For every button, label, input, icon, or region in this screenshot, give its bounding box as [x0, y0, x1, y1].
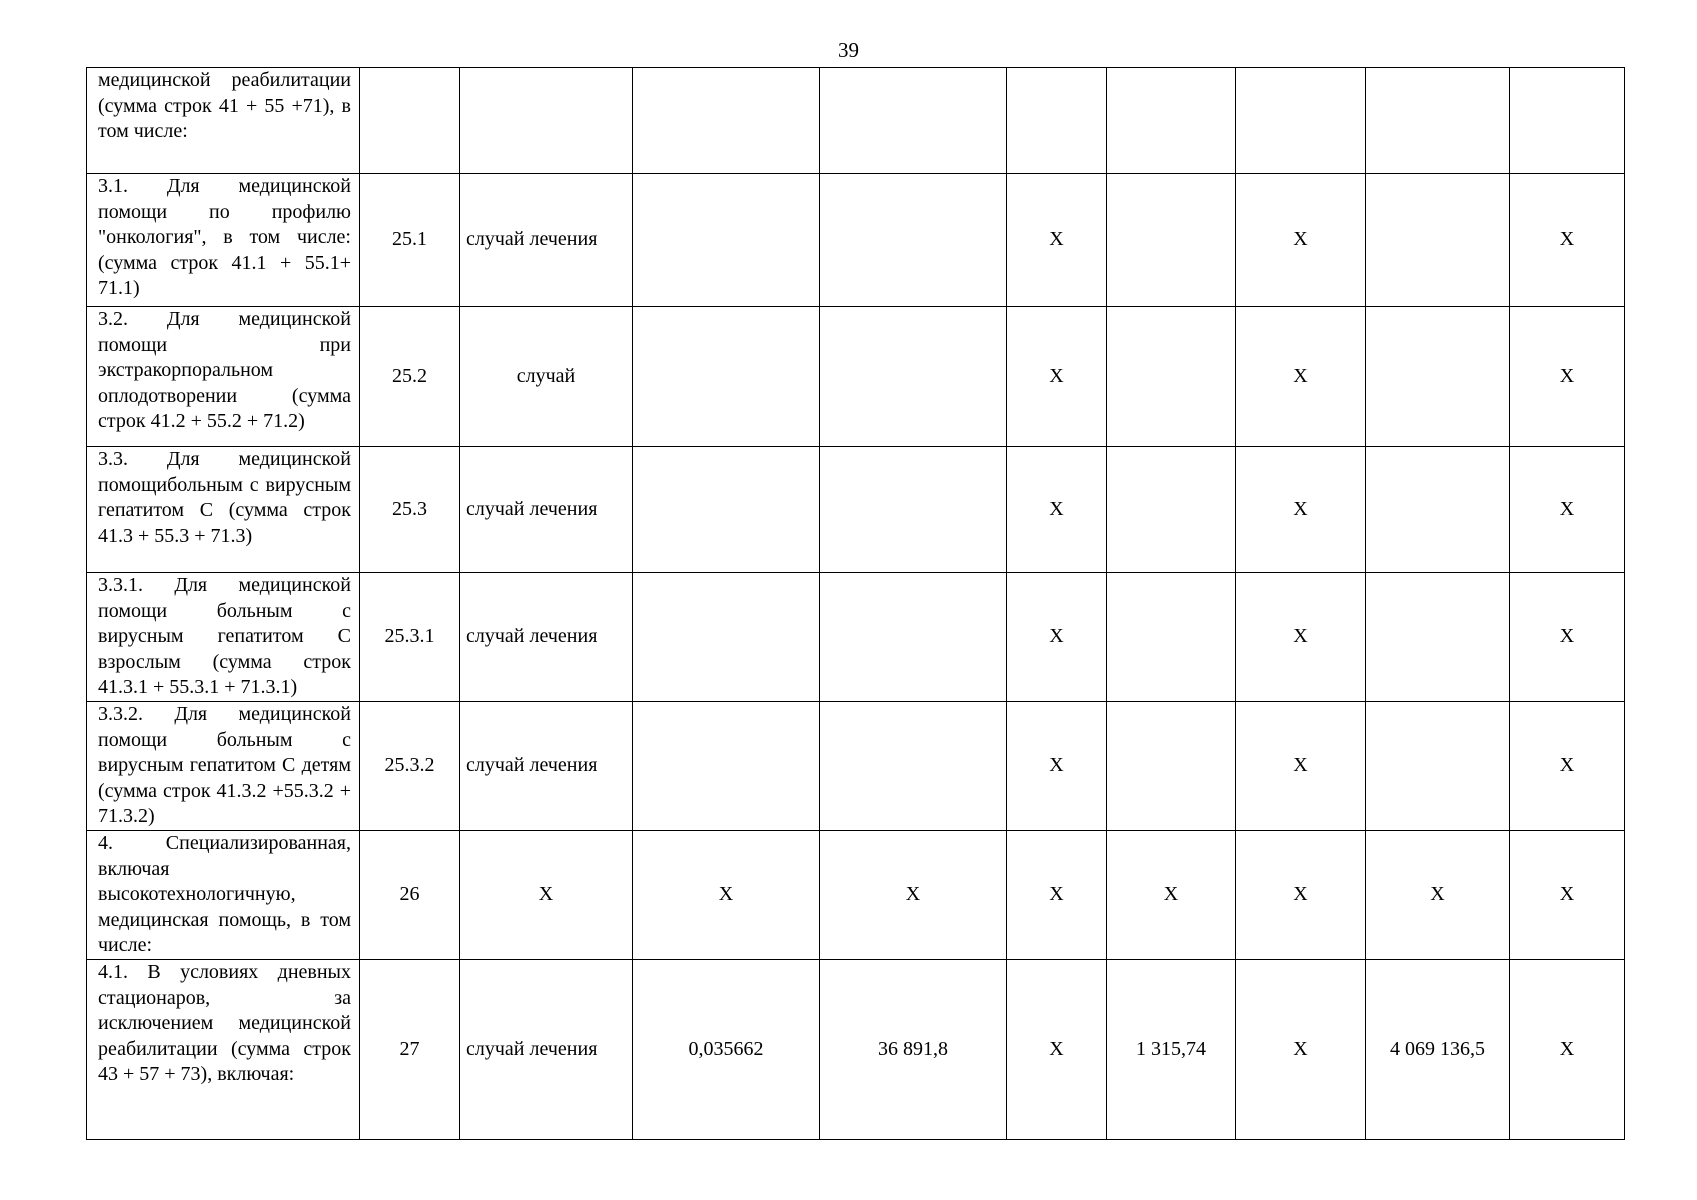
row-cell: X [1510, 307, 1625, 447]
row-cell [1107, 68, 1236, 174]
table-row [87, 447, 1625, 573]
row-cell [1366, 702, 1510, 831]
row-cell: X [1510, 174, 1625, 307]
row-cell [633, 447, 820, 573]
row-cell: X [1236, 307, 1366, 447]
table-row [87, 174, 1625, 307]
row-cell: X [1007, 307, 1107, 447]
row-cell [1007, 68, 1107, 174]
row-cell: X [1510, 447, 1625, 573]
row-cell: X [1236, 831, 1366, 960]
row-cell [633, 702, 820, 831]
row-cell: X [1007, 702, 1107, 831]
row-label: 3.2. Для медицинской помощи при экстракорпоральном оплодотворении (сумма строк 41.2 + 55.2 + 71.2) [87, 307, 360, 447]
row-cell: X [820, 831, 1007, 960]
row-unit: случай лечения [460, 447, 633, 573]
table-row [87, 573, 1625, 702]
row-cell: X [1007, 174, 1107, 307]
row-cell: X [1007, 447, 1107, 573]
row-unit: случай лечения [460, 960, 633, 1140]
row-cell: X [1510, 573, 1625, 702]
row-cell: X [1510, 960, 1625, 1140]
page-number: 39 [838, 38, 859, 62]
row-cell [633, 174, 820, 307]
row-cell [1107, 447, 1236, 573]
row-label: 4. Специализированная, включая высокотехнологичную, медицинская помощь, в том числе: [87, 831, 360, 960]
row-cell [1107, 573, 1236, 702]
row-code: 25.3.2 [360, 702, 460, 831]
row-cell: X [1107, 831, 1236, 960]
row-unit: X [460, 831, 633, 960]
row-cell: X [1007, 960, 1107, 1140]
row-cell: 0,035662 [633, 960, 820, 1140]
row-cell: X [633, 831, 820, 960]
row-label: медицинской реабилитации (сумма строк 41 + 55 +71), в том числе: [87, 68, 360, 174]
row-unit [460, 68, 633, 174]
row-cell [1366, 174, 1510, 307]
row-unit: случай лечения [460, 702, 633, 831]
row-code: 27 [360, 960, 460, 1140]
row-cell [633, 68, 820, 174]
row-code: 25.1 [360, 174, 460, 307]
row-cell [1366, 573, 1510, 702]
row-label: 3.3.2. Для медицинской помощи больным с вирусным гепатитом С детям (сумма строк 41.3.2 +55.3.2 + 71.3.2) [87, 702, 360, 831]
report-table [86, 67, 1625, 1140]
row-cell [820, 702, 1007, 831]
row-cell: 36 891,8 [820, 960, 1007, 1140]
row-cell: X [1236, 447, 1366, 573]
row-cell [1107, 702, 1236, 831]
row-cell [1107, 307, 1236, 447]
row-cell: X [1510, 702, 1625, 831]
row-unit: случай [460, 307, 633, 447]
row-unit: случай лечения [460, 573, 633, 702]
row-cell [820, 447, 1007, 573]
row-cell [1236, 68, 1366, 174]
row-cell: X [1510, 831, 1625, 960]
row-code: 25.2 [360, 307, 460, 447]
row-code [360, 68, 460, 174]
row-cell [1366, 447, 1510, 573]
row-cell [1366, 68, 1510, 174]
row-cell [1107, 174, 1236, 307]
row-cell [633, 307, 820, 447]
row-cell: X [1236, 702, 1366, 831]
row-cell: X [1236, 573, 1366, 702]
row-cell [633, 573, 820, 702]
row-cell: X [1236, 960, 1366, 1140]
row-cell [820, 307, 1007, 447]
row-label: 3.3. Для медицинской помощибольным с вирусным гепатитом С (сумма строк 41.3 + 55.3 + 71.3) [87, 447, 360, 573]
row-cell: X [1007, 831, 1107, 960]
table-row [87, 68, 1625, 174]
row-cell [1510, 68, 1625, 174]
row-unit: случай лечения [460, 174, 633, 307]
row-label: 4.1. В условиях дневных стационаров, за исключением медицинской реабилитации (сумма строк 43 + 57 + 73), включая: [87, 960, 360, 1140]
row-label: 3.1. Для медицинской помощи по профилю "онкология", в том числе: (сумма строк 41.1 + 55.1+ 71.1) [87, 174, 360, 307]
row-cell [1366, 307, 1510, 447]
row-cell [820, 573, 1007, 702]
row-cell: X [1007, 573, 1107, 702]
row-label: 3.3.1. Для медицинской помощи больным с вирусным гепатитом С взрослым (сумма строк 41.3.1 + 55.3.1 + 71.3.1) [87, 573, 360, 702]
table-row [87, 960, 1625, 1140]
row-cell: X [1236, 174, 1366, 307]
row-cell: 1 315,74 [1107, 960, 1236, 1140]
row-cell: 4 069 136,5 [1366, 960, 1510, 1140]
row-cell [820, 174, 1007, 307]
table-row [87, 831, 1625, 960]
table-row [87, 702, 1625, 831]
row-code: 25.3.1 [360, 573, 460, 702]
row-code: 25.3 [360, 447, 460, 573]
row-cell [820, 68, 1007, 174]
row-code: 26 [360, 831, 460, 960]
row-cell: X [1366, 831, 1510, 960]
table-row [87, 307, 1625, 447]
